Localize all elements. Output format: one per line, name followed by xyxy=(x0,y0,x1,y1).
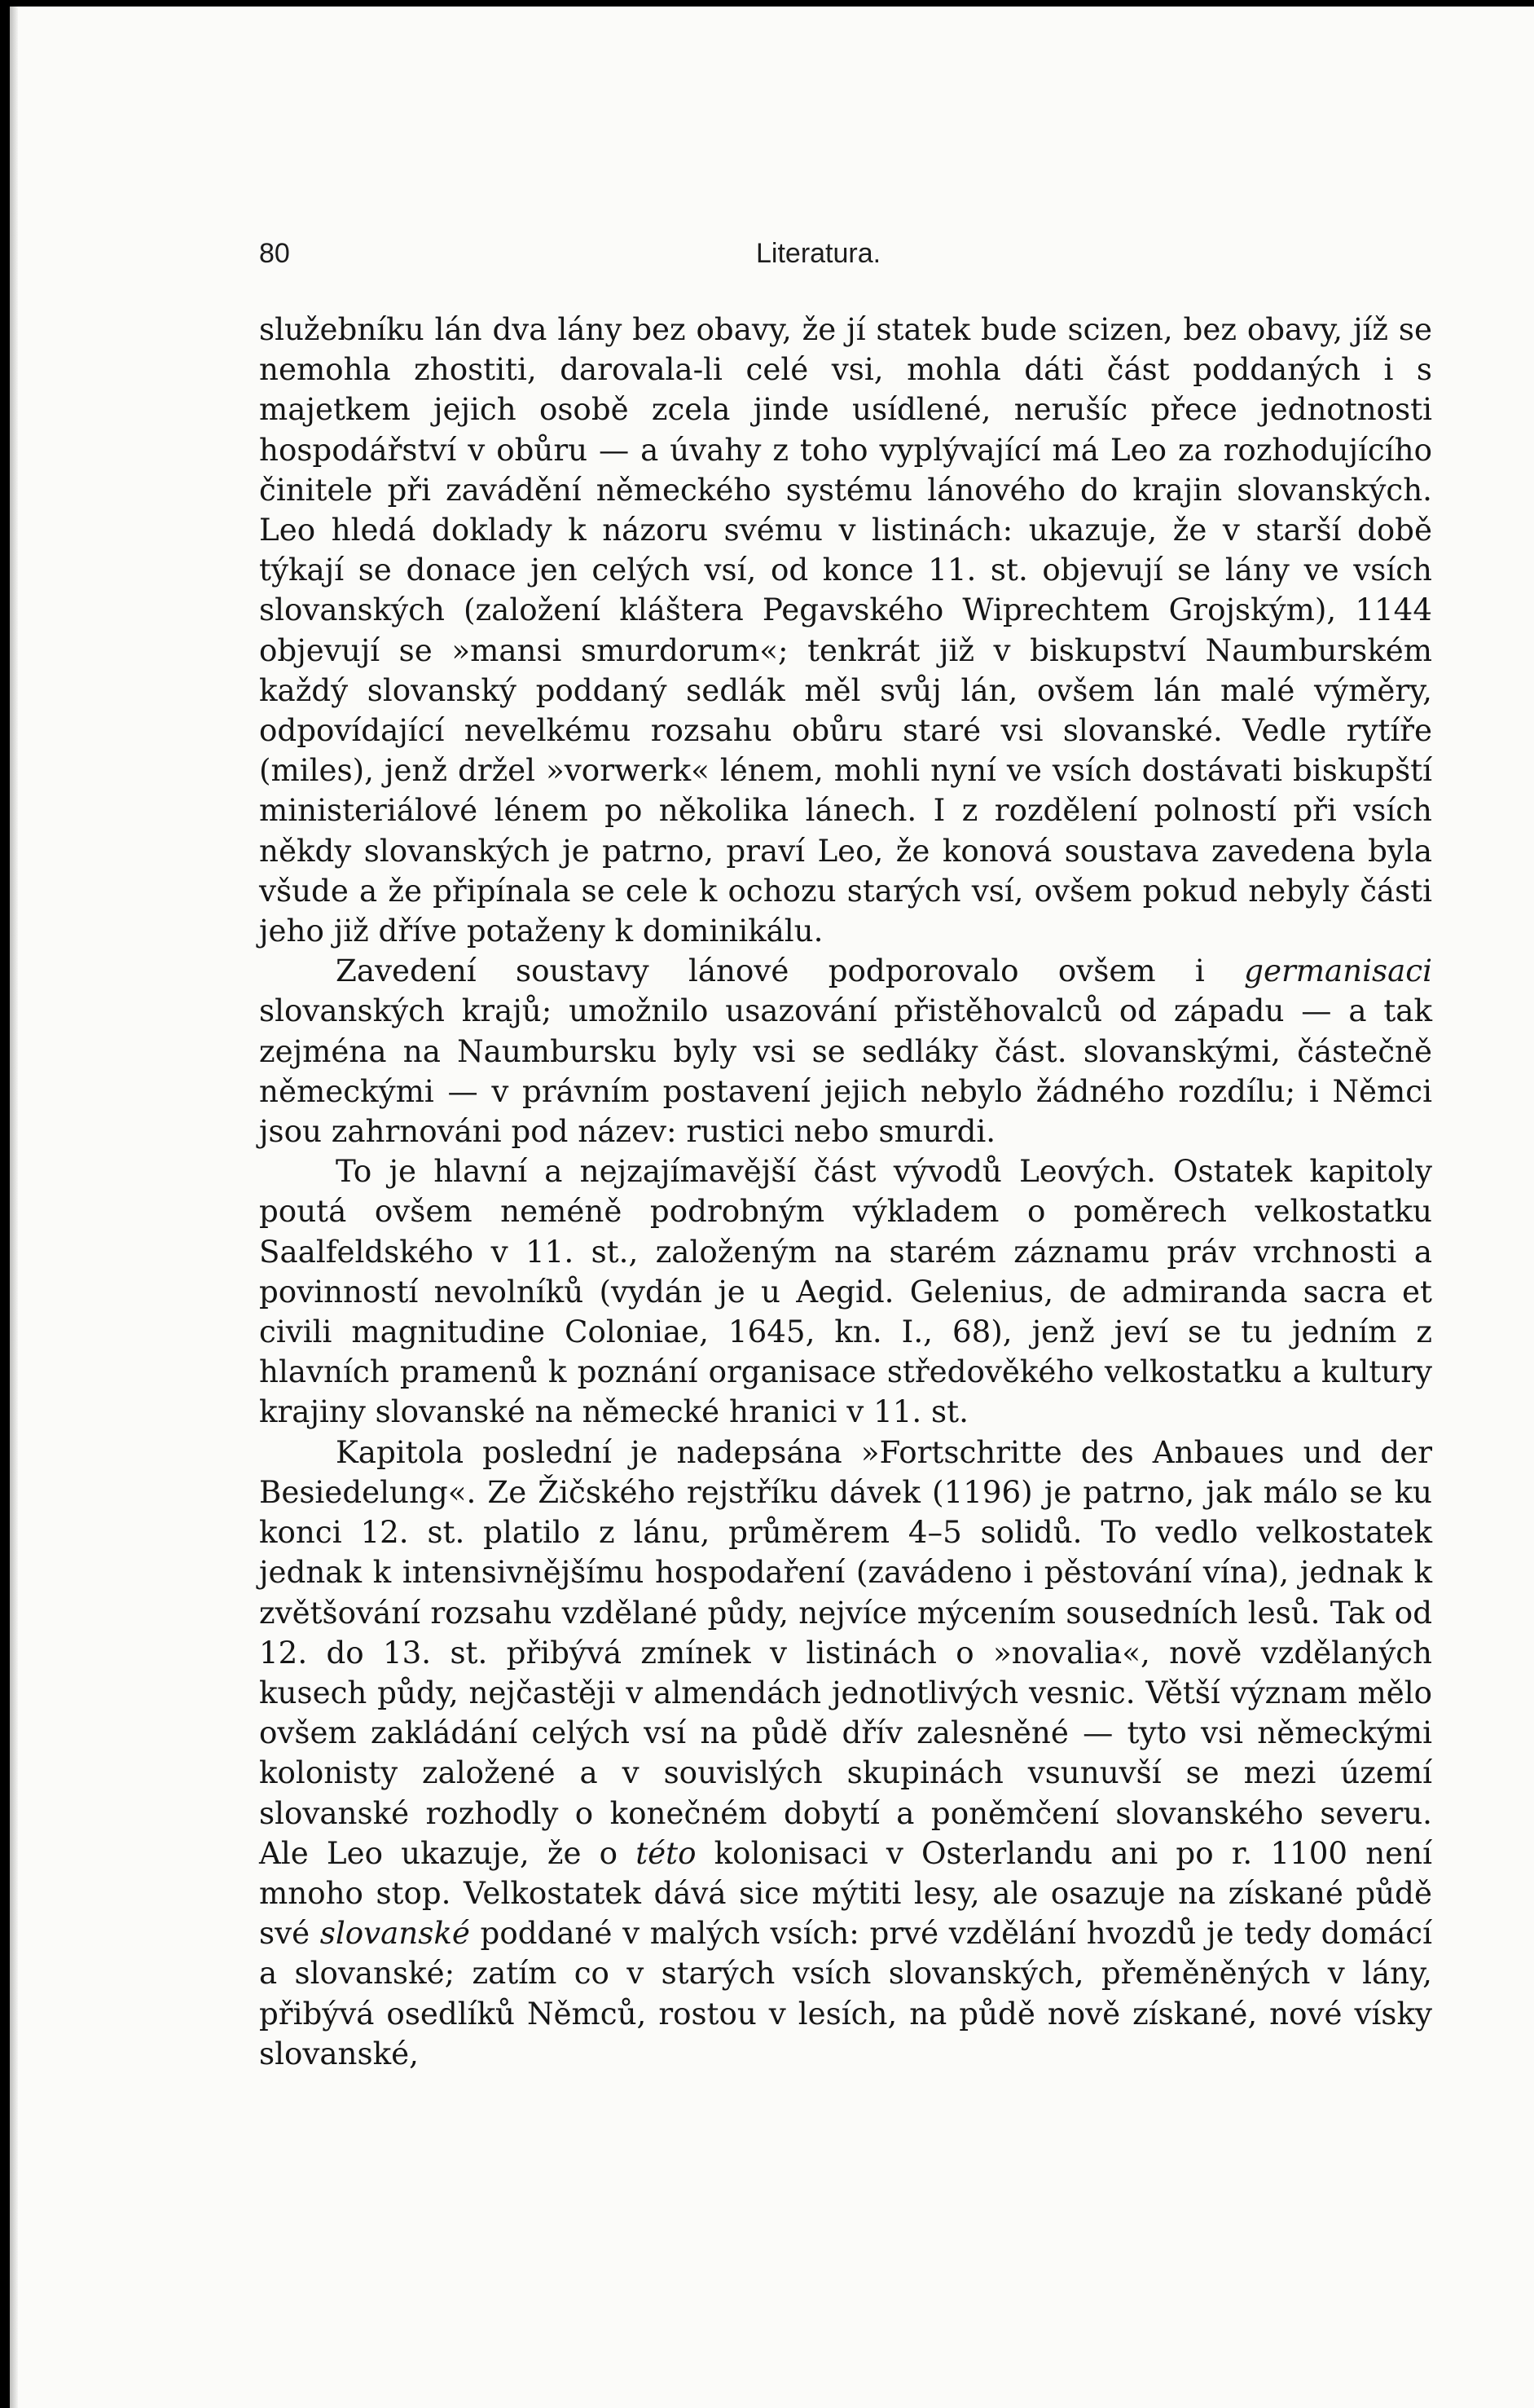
page xyxy=(10,7,1534,2408)
page-number: 80 xyxy=(259,238,290,269)
running-head: Literatura. xyxy=(756,238,881,269)
page-edge-shadow xyxy=(10,7,18,2408)
paragraph xyxy=(259,1433,1432,2074)
text-run: služebníku lán dva lány bez obavy, že jí statek bude scizen, bez obavy, jíž se nemohla zhostiti, darovala-li celé vsi, mohla dáti část poddaných i s majetkem jejich osobě zcela jinde usídlené, nerušíc přece jednotnosti hospodářství v obůru — a úvahy z toho vyplývající má Leo za rozhodujícího činitele při zavádění německého systému lánového do krajin slovanských. Leo hledá doklady k názoru svému v listinách: ukazuje, že v starší době týkají se donace jen celých vsí, od konce 11. st. objevují se lány ve vsích slovanských (založení kláštera Pegavského Wiprechtem Grojským), 1144 objevují se »mansi smurdorum«; tenkrát již v biskupství Naumburském každý slovanský poddaný sedlák měl svůj lán, ovšem lán malé výměry, odpovídající nevelkému rozsahu obůru staré vsi slovanské. Vedle rytíře (miles), jenž držel »vorwerk« lénem, mohli nyní ve vsích dostávati biskupští ministeriálové lénem po několika lánech. I z rozdělení polností při vsích někdy slovanských je patrno, praví Leo, že konová soustava zavedena byla všude a že připínala se cele k ochozu starých vsí, ovšem pokud nebyly části jeho již dříve potaženy k dominikálu. xyxy=(259,311,1432,949)
text-run: Zavedení soustavy lánové podporovalo ovšem i xyxy=(336,953,1245,989)
italic-text: slovanské xyxy=(319,1915,470,1952)
paragraph xyxy=(259,310,1432,951)
body-text xyxy=(259,310,1432,2074)
italic-text: této xyxy=(635,1834,697,1871)
text-run: kolonisaci v Osterlandu ani po r. 1100 není mnoho stop. Velkostatek dává sice mýtiti lesy, ale osazuje na získané půdě své xyxy=(259,1834,1432,1952)
italic-text: germanisaci xyxy=(1244,953,1432,989)
page-header xyxy=(259,230,1432,279)
text-run: poddané v malých vsích: prvé vzdělání hvozdů je tedy domácí a slovanské; zatím co v starých vsích slovanských, přeměněných v lány, přibývá osedlíků Němců, rostou v lesích, na půdě nově získané, nové vísky slovanské, xyxy=(259,1915,1433,2071)
paragraph xyxy=(259,951,1432,1151)
text-run: slovanských krajů; umožnilo usazování přistěhovalců od západu — a tak zejména na Naumbursku byly vsi se sedláky část. slovanskými, částečně německými — v právním postavení jejich nebylo žádného rozdílu; i Němci jsou zahrnováni pod název: rustici nebo smurdi. xyxy=(259,993,1432,1150)
paragraph xyxy=(259,1151,1432,1432)
text-run: Kapitola poslední je nadepsána »Fortschritte des Anbaues und der Besiedelung«. Ze Žičského rejstříku dávek (1196) je patrno, jak málo se ku konci 12. st. platilo z lánu, průměrem 4–5 solidů. To vedlo velkostatek jednak k intensivnějšímu hospodaření (zavádeno i pěstování vína), jednak k zvětšování rozsahu vzdělané půdy, nejvíce mýcením sousedních lesů. Tak od 12. do 13. st. přibývá zmínek v listinách o »novalia«, nově vzdělaných kusech půdy, nejčastěji v almendách jednotlivých vesnic. Větší význam mělo ovšem zakládání celých vsí na půdě dřív zalesněné — tyto vsi německými kolonisty založené a v souvislých skupinách vsunuvší se mezi území slovanské rozhodly o konečném dobytí a poněmčení slovanského severu. Ale Leo ukazuje, že o xyxy=(259,1433,1432,1871)
text-run: To je hlavní a nejzajímavější část vývodů Leových. Ostatek kapitoly poutá ovšem neméně podrobným výkladem o poměrech velkostatku Saalfeldského v 11. st., založeným na starém záznamu práv vrchnosti a povinností nevolníků (vydán je u Aegid. Gelenius, de admiranda sacra et civili magnitudine Coloniae, 1645, kn. I., 68), jenž jeví se tu jedním z hlavních pramenů k poznání organisace středověkého velkostatku a kultury krajiny slovanské na německé hranici v 11. st. xyxy=(259,1153,1432,1430)
